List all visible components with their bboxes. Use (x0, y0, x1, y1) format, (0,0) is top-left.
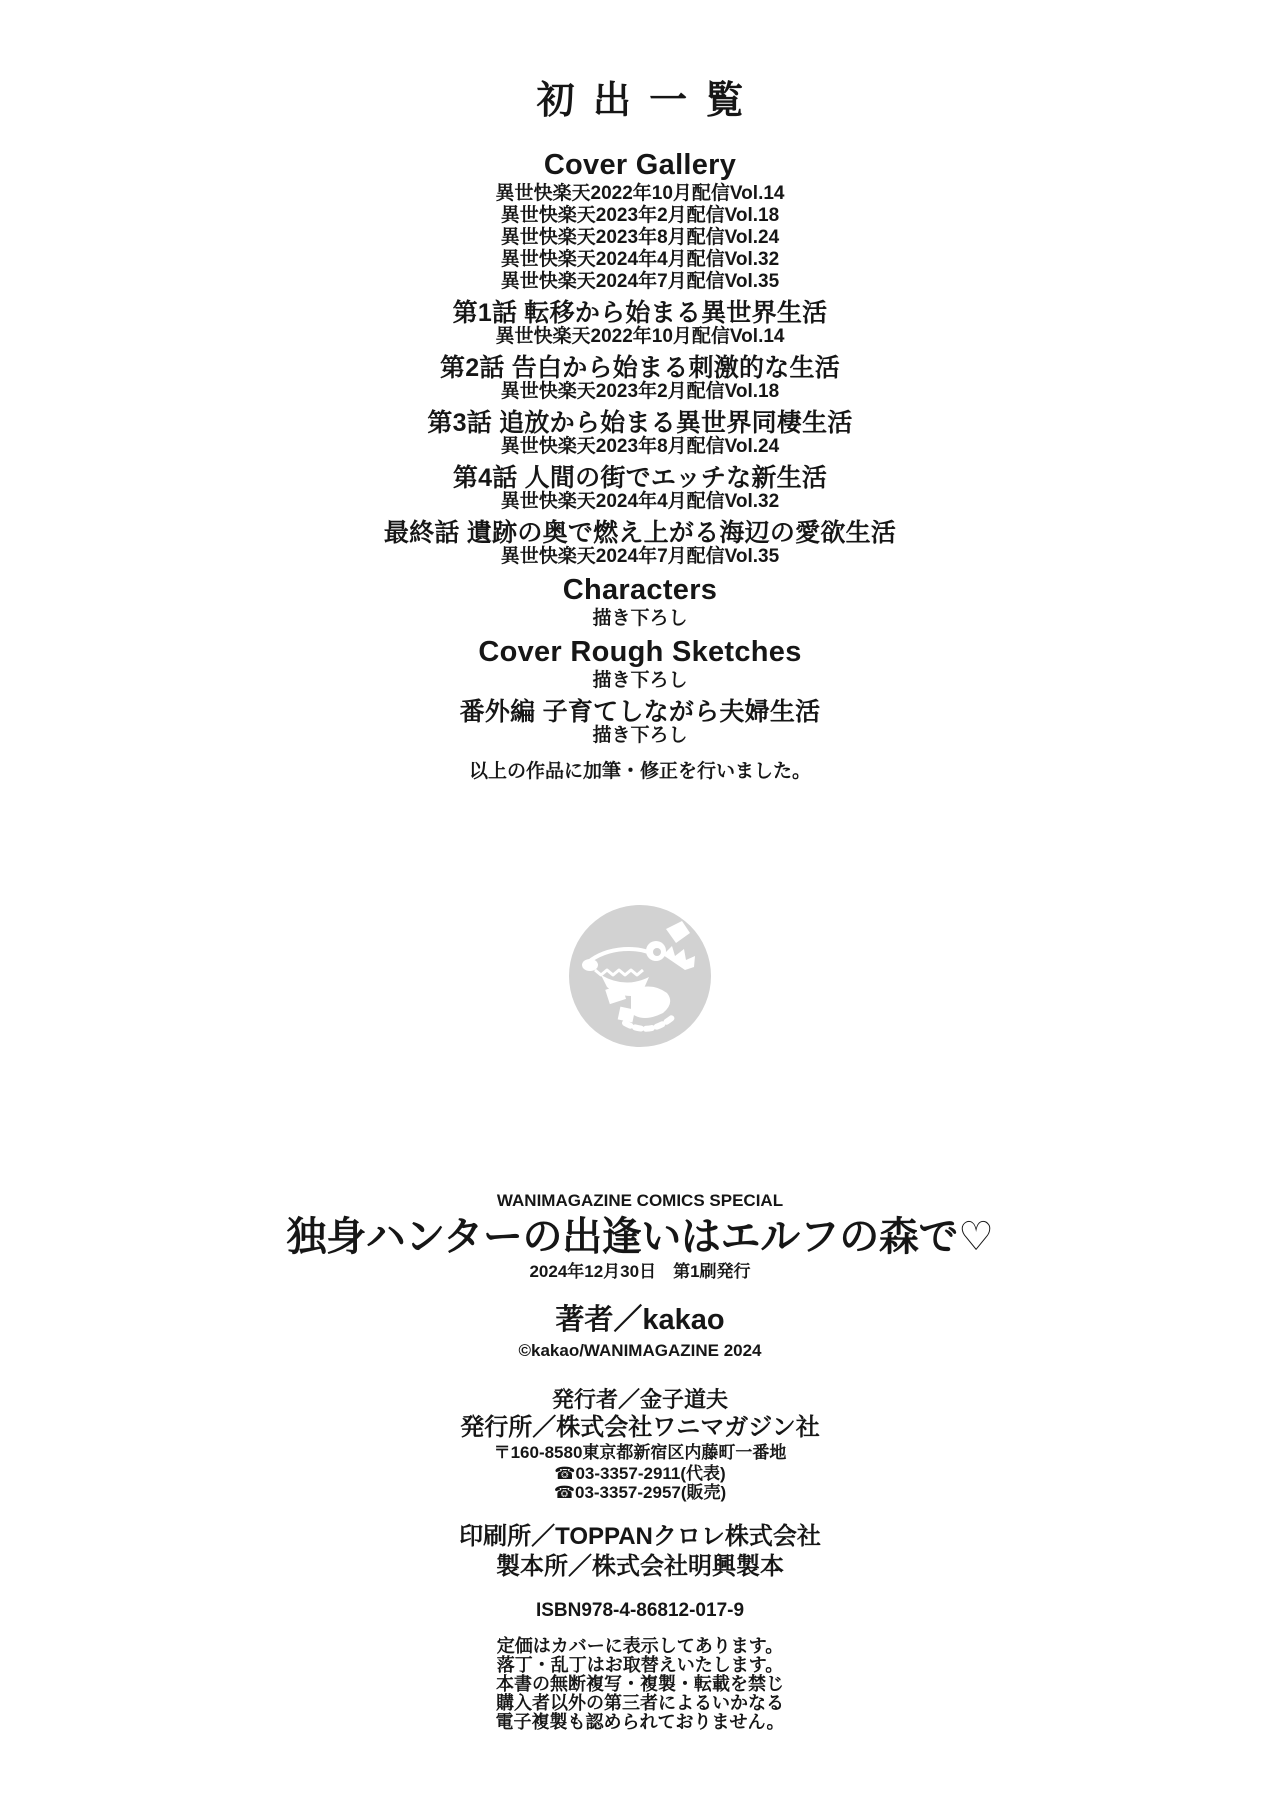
publication-list-heading: 初出一覧 (536, 80, 762, 122)
entry-title: 最終話 遺跡の奥で燃え上がる海辺の愛欲生活 (383, 519, 897, 547)
publication-entries (0, 150, 1280, 747)
publication-list-section (0, 82, 1280, 783)
legal-note-line: 本書の無断複写・複製・転載を禁じ (496, 1674, 784, 1694)
printer-credit: 印刷所／TOPPANクロレ株式会社 (459, 1523, 821, 1550)
entry-title: 第3話 追放から始まる異世界同棲生活 (427, 409, 853, 437)
publisher-person: 発行者／金子道夫 (551, 1387, 728, 1412)
copyright-notice: ©kakao/WANIMAGAZINE 2024 (518, 1341, 762, 1360)
entry-title: 第4話 人間の街でエッチな新生活 (452, 464, 828, 492)
publication-entry (0, 699, 1280, 747)
wanimagazine-crocodile-logo-icon (569, 905, 711, 1047)
publication-entry (0, 300, 1280, 348)
publication-entry (0, 465, 1280, 513)
entry-source-line: 異世快楽天2023年2月配信Vol.18 (500, 381, 780, 402)
binder-credit: 製本所／株式会社明興製本 (496, 1553, 784, 1580)
entry-title: 番外編 子育てしながら夫婦生活 (459, 698, 821, 726)
entry-title: 第1話 転移から始まる異世界生活 (452, 299, 828, 327)
legal-notes (0, 1637, 1280, 1732)
colophon-section (0, 1192, 1280, 1732)
entry-source-line: 異世快楽天2024年4月配信Vol.32 (500, 491, 780, 512)
publication-entry (0, 520, 1280, 568)
entry-source-line: 異世快楽天2024年4月配信Vol.32 (500, 249, 780, 270)
entry-title: Cover Gallery (543, 149, 737, 181)
phone-main: ☎03-3357-2911(代表) (554, 1464, 726, 1483)
book-title: 独身ハンターの出逢いはエルフの森で♡ (286, 1215, 994, 1259)
entry-title: 第2話 告白から始まる刺激的な生活 (439, 354, 841, 382)
publication-entry (0, 355, 1280, 403)
legal-note-line: 定価はカバーに表示してあります。 (496, 1636, 784, 1656)
entry-source-line: 描き下ろし (592, 608, 688, 629)
author-credit: 著者／kakao (555, 1304, 725, 1336)
publisher-company: 発行所／株式会社ワニマガジン社 (460, 1414, 820, 1441)
legal-note-line: 購入者以外の第三者によるいかなる (496, 1693, 784, 1713)
imprint-label: WANIMAGAZINE COMICS SPECIAL (496, 1191, 784, 1210)
legal-note-line: 落丁・乱丁はお取替えいたします。 (496, 1655, 784, 1675)
publication-entry (0, 410, 1280, 458)
isbn-number: ISBN978-4-86812-017-9 (535, 1600, 745, 1621)
entry-title: Cover Rough Sketches (478, 636, 802, 668)
entry-source-line: 異世快楽天2024年7月配信Vol.35 (500, 546, 780, 567)
publication-entry (0, 150, 1280, 293)
entry-source-line: 異世快楽天2023年8月配信Vol.24 (500, 227, 780, 248)
entry-source-line: 異世快楽天2024年7月配信Vol.35 (500, 271, 780, 292)
entry-source-line: 異世快楽天2023年2月配信Vol.18 (500, 205, 780, 226)
publisher-address: 〒160-8580東京都新宿区内藤町一番地 (493, 1443, 787, 1462)
entry-title: Characters (562, 574, 718, 606)
print-date: 2024年12月30日 第1刷発行 (529, 1262, 751, 1281)
entry-source-line: 異世快楽天2022年10月配信Vol.14 (495, 183, 785, 204)
entry-source-line: 異世快楽天2022年10月配信Vol.14 (495, 326, 785, 347)
revision-note: 以上の作品に加筆・修正を行いました。 (468, 761, 811, 782)
phone-sales: ☎03-3357-2957(販売) (553, 1483, 727, 1502)
publication-entry (0, 575, 1280, 630)
entry-source-line: 異世快楽天2023年8月配信Vol.24 (500, 436, 780, 457)
legal-note-line: 電子複製も認められておりません。 (495, 1712, 785, 1732)
entry-source-line: 描き下ろし (592, 725, 688, 746)
entry-source-line: 描き下ろし (592, 670, 688, 691)
publication-entry (0, 637, 1280, 692)
